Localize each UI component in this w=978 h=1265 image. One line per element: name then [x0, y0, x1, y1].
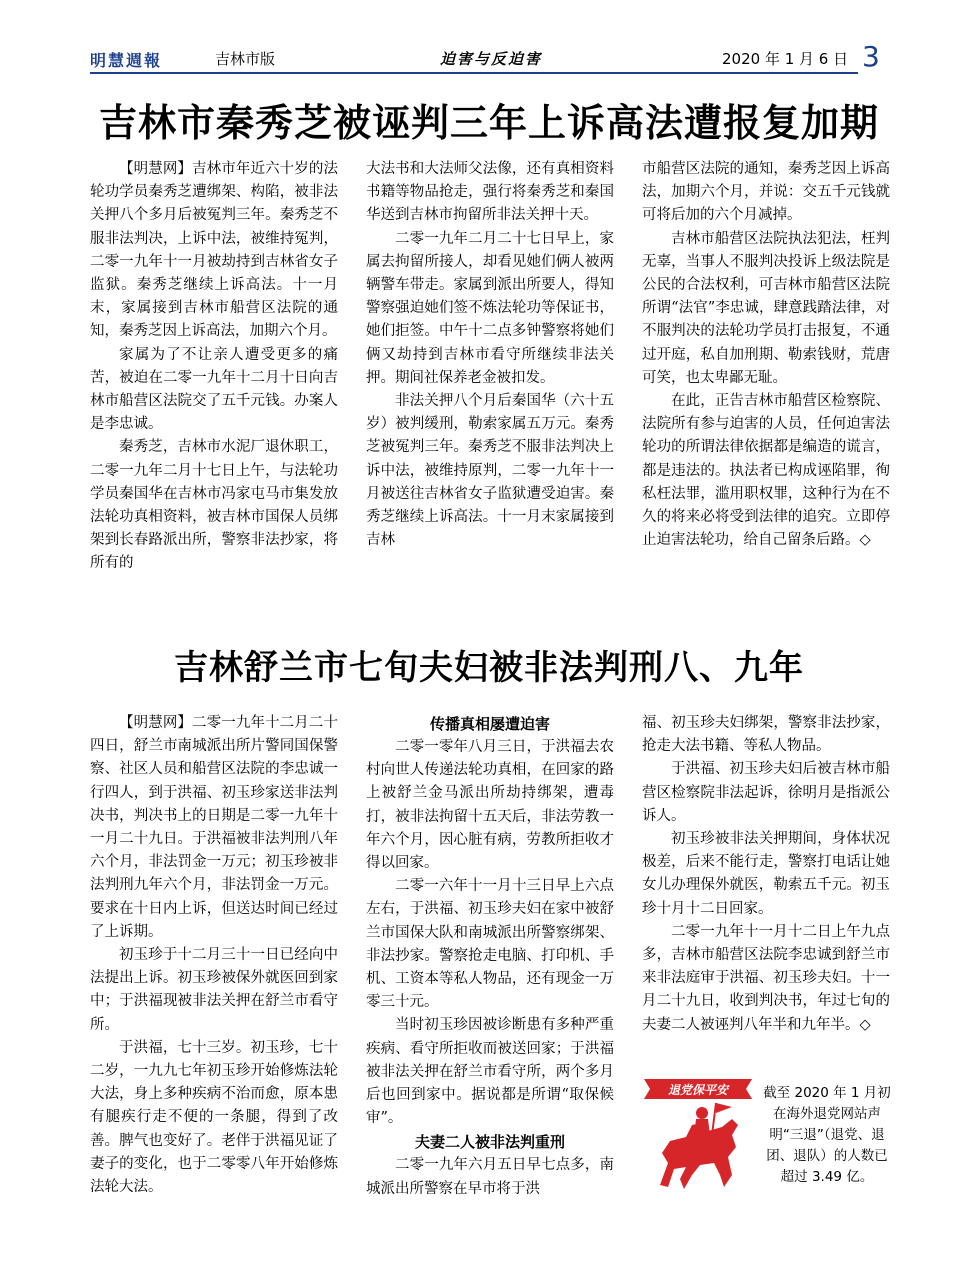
paragraph: 家属为了不让亲人遭受更多的痛苦，被迫在二零一九年十二月十日向吉林市船营区法院交了五千元钱。办案人是李忠诚。: [90, 346, 338, 433]
subheading: 传播真相屡遭迫害: [429, 715, 550, 733]
paragraph: 秦秀芝，吉林市水泥厂退休职工，二零一九年二月十七日上午，与法轮功学员秦国华在吉林市冯家屯马市集发放法轮功真相资料，被吉林市国保人员绑架到长春路派出所，警察非法抄家，将所有的: [90, 439, 338, 572]
paragraph: 市船营区法院的通知，秦秀芝因上诉高法，加期六个月，并说：交五千元钱就可将后加的六个月减掉。: [642, 161, 890, 224]
article2-column-1: [90, 712, 338, 1199]
article1-column-3: [642, 158, 890, 552]
article2-column-2: [366, 712, 614, 1201]
paragraph: 吉林市船营区法院执法犯法，枉判无辜，当事人不服判决投诉上级法院是公民的合法权利，可吉林市船营区法院所谓“法官”李忠诚，肆意践踏法律，对不服判决的法轮功学员打击报复，不通过开庭，私自加刑期、勒索钱财，荒唐可笑，也太卑鄙无耻。: [642, 230, 890, 386]
promo-text: 截至 2020 年 1 月初在海外退党网站声明“三退”（退党、退团、退队）的人数已超过 3.49 亿。: [763, 1085, 891, 1185]
paragraph: 于洪福，七十三岁。初玉珍，七十二岁，一九九七年初玉珍开始修炼法轮大法，身上多种疾病不治而愈，原本患有腿疾行走不便的一条腿，得到了改善。脾气也变好了。老伴于洪福见证了妻子的变化，也于二零零八年开始修炼法轮大法。: [90, 1039, 338, 1196]
horseman-illustration-icon: [640, 1075, 758, 1200]
edition-label: 吉林市版: [215, 50, 276, 68]
paragraph: 于洪福、初玉珍夫妇后被吉林市船营区检察院非法起诉，徐明月是指派公诉人。: [642, 761, 890, 824]
paragraph: 福、初玉珍夫妇绑架，警察非法抄家，抢走大法书籍、等私人物品。: [642, 715, 890, 755]
header-rule: [90, 72, 858, 74]
paragraph: 大法书和大法师父法像，还有真相资料书籍等物品抢走，强行将秦秀芝和秦国华送到吉林市拘留所非法关押十天。: [366, 161, 614, 224]
paragraph: 二零一九年二月二十七日早上，家属去拘留所接人，却看见她们俩人被两辆警车带走。家属到派出所要人，得知警察强迫她们签不炼法轮功等保证书，她们拒签。中午十二点多钟警察将她们俩又劫持到吉林市看守所继续非法关押。期间社保养老金被扣发。: [366, 230, 614, 386]
paragraph: 初玉珍于十二月三十一日已经向中法提出上诉。初玉珍被保外就医回到家中；于洪福现被非法关押在舒兰市看守所。: [90, 947, 338, 1033]
article2-title: 吉林舒兰市七旬夫妇被非法判刑八、九年: [174, 648, 804, 688]
article1-column-1: [90, 158, 338, 576]
paragraph: 二零一零年八月三日，于洪福去农村向世人传递法轮功真相，在回家的路上被舒兰金马派出所劫持绑架，遭毒打，被非法拘留十五天后，非法劳教一年六个月，因心脏有病，劳教所拒收才得以回家。: [366, 739, 614, 872]
page-header: [0, 0, 978, 80]
paragraph: 在此，正告吉林市船营区检察院、法院所有参与迫害的人员，任何迫害法轮功的所谓法律依据都是编造的谎言，都是违法的。执法者已构成诬陷罪，徇私枉法罪，滥用职权罪，这种行为在不久的将来必将受到法律的追究。立即停止迫害法轮功，给自己留条后路。◇: [642, 393, 890, 549]
article2-column-3: [642, 712, 890, 1037]
subheading: 夫妻二人被非法判重刑: [414, 1133, 565, 1152]
page-number: 3: [862, 40, 880, 73]
paragraph: 【明慧网】二零一九年十二月二十四日，舒兰市南城派出所片警同国保警察、社区人员和船营区法院的李忠诚一行四人，到于洪福、初玉珍家送非法判决书，判决书上的日期是二零一九年十一月二十九日。于洪福被非法判刑八年六个月，非法罚金一万元；初玉珍被非法判刑九年六个月，非法罚金一万元。要求在十日内上诉，但送达时间已经过了上诉期。: [90, 715, 338, 940]
paragraph: 二零一六年十一月十三日早上六点左右，于洪福、初玉珍夫妇在家中被舒兰市国保大队和南城派出所警察绑架、非法抄家。警察抢走电脑、打印机、手机、工资本等私人物品，还有现金一万零三十元。: [366, 878, 614, 1011]
tuidang-promo: [640, 1075, 900, 1205]
paragraph: 非法关押八个月后秦国华（六十五岁）被判缓刑，勒索家属五万元。秦秀芝被冤判三年。秦秀芝不服非法判决上诉中法，被维持原判，二零一九年十一月被送往吉林省女子监狱遭受迫害。秦秀芝继续上诉高法。十一月末家属接到吉林: [366, 393, 614, 549]
paragraph: 二零一九年十一月十二日上午九点多，吉林市船营区法院李忠诚到舒兰市来非法庭审于洪福、初玉珍夫妇。十一月二十九日，收到判决书，年过七旬的夫妻二人被诬判八年半和九年半。◇: [642, 923, 890, 1033]
promo-banner-text: 退党保平安: [667, 1083, 729, 1097]
issue-date: 2020 年 1 月 6 日: [722, 50, 849, 68]
newspaper-brand: 明慧週報: [90, 51, 163, 70]
paragraph: 二零一九年六月五日早七点多，南城派出所警察在早市将于洪: [366, 1157, 614, 1197]
paragraph: 【明慧网】吉林市年近六十岁的法轮功学员秦秀芝遭绑架、构陷，被非法关押八个多月后被冤判三年。秦秀芝不服非法判决，上诉中法，被维持冤判，二零一九年十一月被劫持到吉林省女子监狱。秦秀芝继续上诉高法。十一月末，家属接到吉林市船营区法院的通知，秦秀芝因上诉高法，加期六个月。: [90, 161, 338, 340]
paragraph: 当时初玉珍因被诊断患有多种严重疾病、看守所拒收而被送回家；于洪福被非法关押在舒兰市看守所，两个多月后也回到家中。据说都是所谓“取保候审”。: [366, 1017, 614, 1127]
section-title: 迫害与反迫害: [440, 50, 543, 68]
article1-column-2: [366, 158, 614, 552]
article1-title: 吉林市秦秀芝被诬判三年上诉高法遭报复加期: [98, 101, 879, 145]
paragraph: 初玉珍被非法关押期间，身体状况极差，后来不能行走，警察打电话让她女儿办理保外就医，勒索五千元。初玉珍十月十二日回家。: [642, 831, 890, 917]
